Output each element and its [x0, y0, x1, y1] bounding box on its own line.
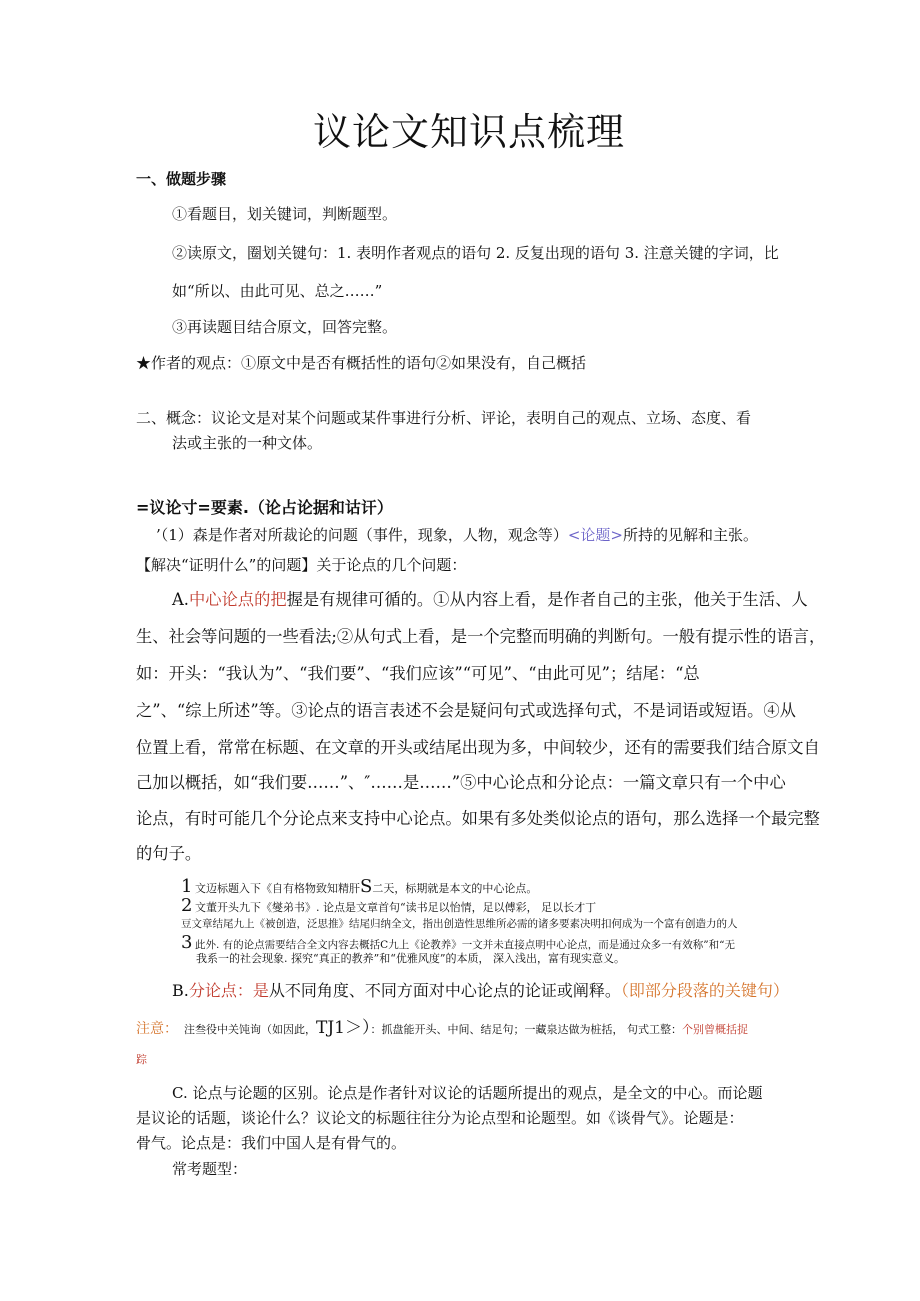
page-title: 议论文知识点梳理	[313, 110, 626, 154]
para-c-line3: 骨气。论点是：我们中国人是有骨气的。	[136, 1134, 407, 1152]
para-a-highlight: 中心论点的把	[188, 590, 287, 609]
topic-tag: <论题>	[567, 526, 623, 544]
note-text-2: ：抓盘能开头、中间、结足句；一藏泉达做为桩括， 句式工整：	[370, 1023, 682, 1036]
para-b-text: 从不同角度、不同方面对中心论点的论证或阐释。	[268, 981, 621, 1000]
note-highlight-continued: 踪	[136, 1053, 147, 1066]
note-highlight: 个别曾概括捉	[681, 1023, 748, 1036]
para-a-line4: 之”、“综上所述”等。③论点的语言表述不会是疑问句式或选择句式，不是词语或短语。④从	[136, 701, 796, 720]
para-a-line3: 如：开头：“我认为”、“我们要”、“我们应该”“可见”、“由此可见”；结尾：“总	[136, 664, 700, 683]
note-label: 注意：	[136, 1021, 178, 1037]
example-3	[181, 934, 735, 952]
para-a-text: 握是有规律可循的。①从内容上看，是作者自己的主张，他关于生活、人	[286, 590, 808, 609]
example-1-number: 1	[181, 876, 193, 897]
step-3: ③再读题目结合原文，回答完整。	[172, 318, 398, 336]
concept-label: 二、概念	[136, 409, 197, 427]
example-1-mark: S	[360, 876, 373, 897]
note-line	[136, 1020, 748, 1037]
step-2-line1: ②读原文，圈划关键句：1. 表明作者观点的语句 2. 反复出现的语句 3. 注意关键的字词，比	[172, 244, 779, 262]
para-a-line5: 位置上看，常常在标题、在文章的开头或结尾出现为多，中间较少，还有的需要我们结合原文自	[136, 738, 820, 757]
para-a-line8: 的句子。	[136, 844, 202, 863]
example-2-number: 2	[181, 895, 193, 916]
example-2-text: 文董开头九下《燮弟书》. 论点是文章首句“读书足以怡情，足以傅彩， 足以长才丁	[195, 901, 597, 914]
section-heading-steps: 一、做题步骤	[136, 170, 227, 188]
example-2b: 豆文章结尾九上《被创造，泛思推》结尾归纳全文，指出创造性思维所必需的诸多要素决明扣何成为一个富有创造力的人	[181, 918, 738, 930]
step-1: ①看题目，划关键词，判断题型。	[172, 205, 398, 223]
para-a-label: A.	[172, 590, 189, 609]
para-a-line6: 己加以概括，如“我们要……”、″……是……”⑤中心论点和分论点：一篇文章只有一个中心	[136, 773, 786, 792]
argument-definition	[156, 528, 758, 543]
common-question-types: 常考题型：	[172, 1160, 248, 1178]
para-b-highlight: 分论点：是	[188, 981, 269, 1000]
example-3-number: 3	[181, 932, 193, 953]
issues-heading: 【解决“证明什么”的问题】关于论点的几个问题：	[136, 556, 467, 574]
para-a-line2: 生、社会等问题的一些看法;②从句式上看，是一个完整而明确的判断句。一般有提示性的语言，	[136, 627, 826, 646]
para-c-line2: 是议论的话题，谈论什么？议论文的标题往往分为论点型和论题型。如《谈骨气》。论题是：	[136, 1109, 744, 1127]
example-1-tail: 二天，标期就是本文的中心论点。	[372, 882, 538, 895]
step-2-line2: 如“所以、由此可见、总之……”	[172, 282, 383, 300]
example-3b: 我系一的社会现象. 探究“真正的教养”和“优雅风度”的本质， 深入浅出，富有现实意义。	[196, 952, 625, 965]
para-b	[172, 983, 789, 999]
para-b-label: B.	[172, 981, 189, 1000]
author-viewpoint-note: ★作者的观点：①原文中是否有概括性的语句②如果没有，自己概括	[136, 354, 587, 372]
concept-line-2: 法或主张的一种文体。	[172, 434, 323, 452]
para-a-line1	[172, 592, 808, 608]
note-text: 注叁役中关饨询（如因此，	[184, 1023, 316, 1036]
para-b-key-sentence: （即部分段落的关键句）	[620, 981, 789, 1000]
example-1-text: 文迈标题入下《自有格物致知精肝	[195, 882, 360, 895]
section-heading-elements: =议论寸=要素.（论占论据和诂讦）	[136, 498, 393, 517]
concept-text: ：议论文是对某个问题或某件事进行分析、评论，表明自己的观点、立场、态度、看	[196, 409, 752, 427]
example-2	[181, 897, 596, 915]
example-3-text: 此外. 有的论点需要结合全文内容去概括C九上《论教养》一文并未直接点明中心论点，而是通过众多一有效称”和“无	[195, 939, 735, 951]
concept-line-1	[136, 411, 751, 426]
example-1	[181, 878, 537, 896]
argument-definition-end: 所持的见解和主张。	[622, 526, 758, 544]
para-a-line7: 论点，有时可能几个分论点来支持中心论点。如果有多处类似论点的语句，那么选择一个最完整	[136, 809, 820, 828]
argument-definition-text: ’（1）森是作者对所裁论的问题（事件，现象，人物，观念等）	[156, 526, 568, 544]
note-mark: TJ1＞）	[316, 1018, 371, 1038]
para-c-line1: C. 论点与论题的区别。论点是作者针对议论的话题所提出的观点，是全文的中心。而论题	[172, 1084, 763, 1102]
